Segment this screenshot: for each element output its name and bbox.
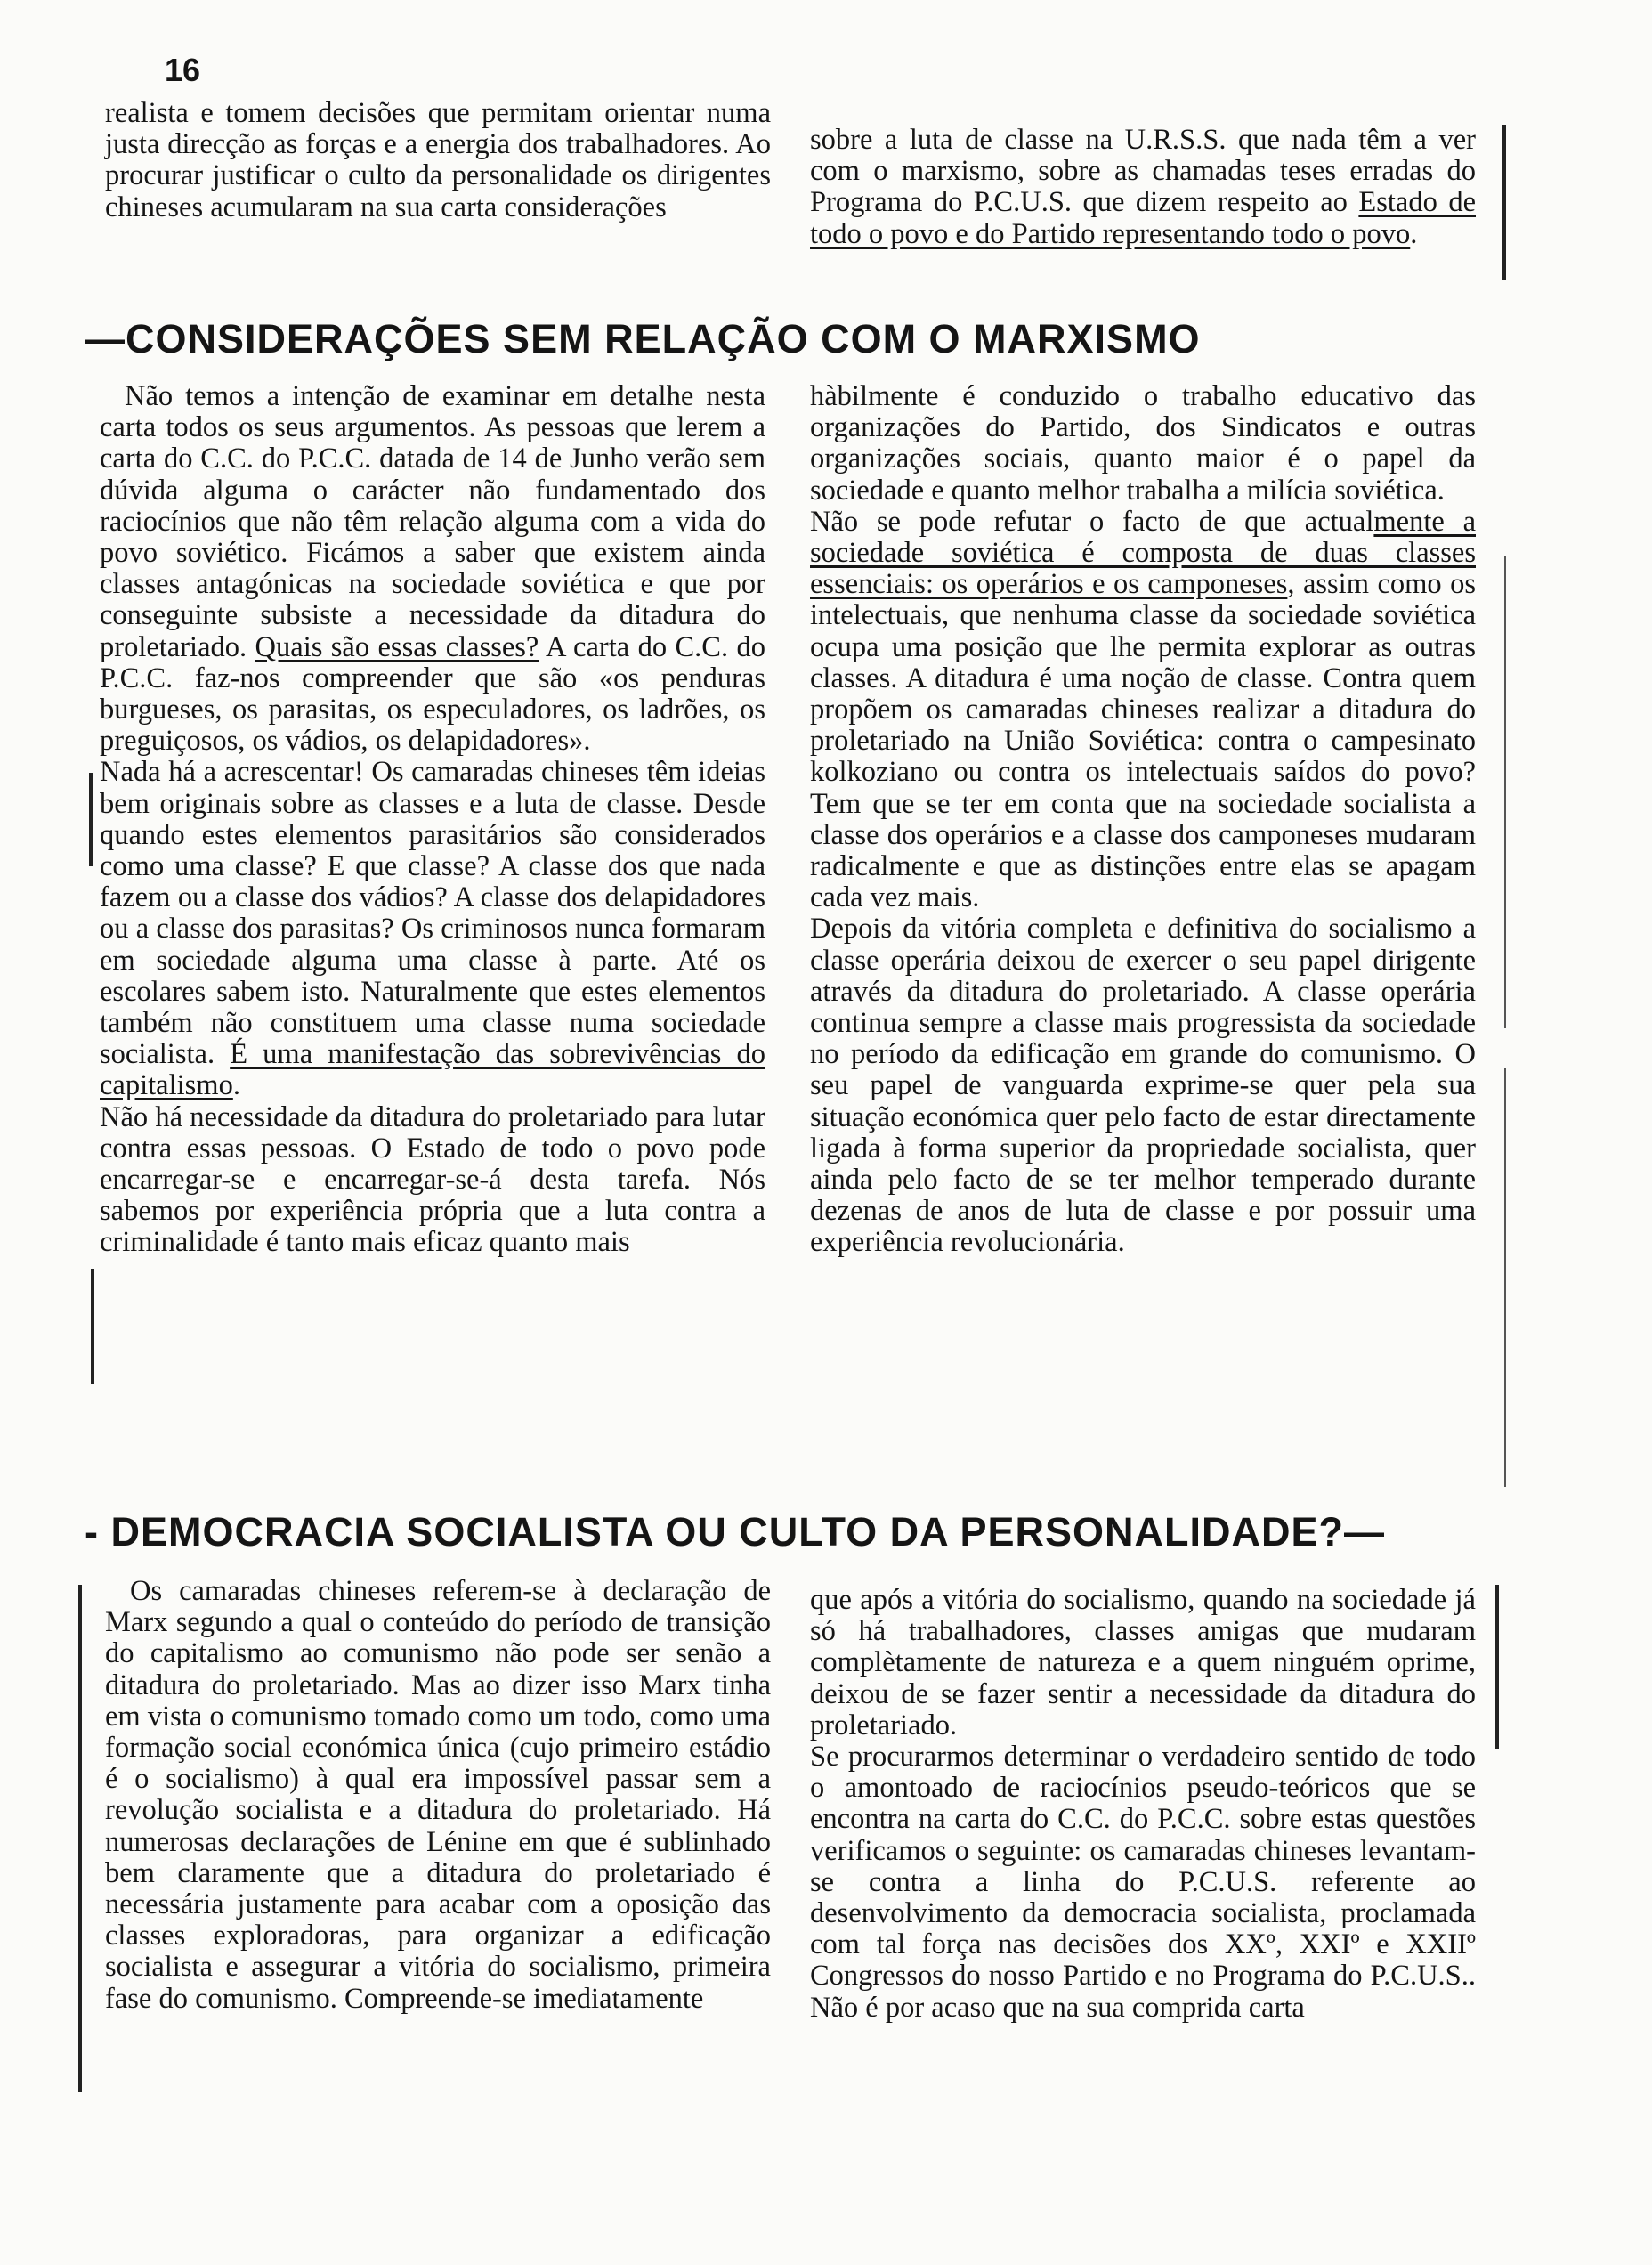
margin-mark [1502, 125, 1506, 280]
section1-right-text-a: sobre a luta de classe na U.R.S.S. que nada têm a ver com o marxismo, sobre as chamadas teses erradas do Programa do P.C.U.S. que dizem respeito ao [810, 124, 1476, 219]
section2-right-p2-text-b: , assim como os intelectuais, que nenhuma classe da sociedade soviética ocupa uma posição que lhe permita explorar as outras classes. A ditadura é uma noção de classe. Contra quem propõem os camaradas chineses realizar a ditadura do proletariado na União Soviética: contra o campesinato kolkoziano ou contra os intelectuais saídos do povo? Tem que se ter em conta que na sociedade socialista a classe dos operários e a classe dos camponeses mudaram radicalmente e que as distinções entre elas se apagam cada vez mais. [810, 568, 1476, 914]
section2-left-paragraph-2 [100, 757, 765, 1101]
section2-right-paragraph-3: Depois da vitória completa e definitiva do socialismo a classe operária deixou de exercer o seu papel dirigente através da ditadura do proletariado. A classe operária continua sempre a classe mais progressista da sociedade no período da edificação em grande do comunismo. O seu papel de vanguarda exprime-se quer pela sua situação económica quer pelo facto de estar directamente ligada à forma superior da propriedade socialista, quer ainda pelo facto de se ter melhor temperado durante dezenas de anos de luta de classe e por possuir uma experiência revolucionária. [810, 913, 1476, 1259]
section3-left-paragraph: Os camaradas chineses referem-se à declaração de Marx segundo a qual o conteúdo do período de transição do capitalismo ao comunismo não pode ser senão a ditadura do proletariado. Mas ao dizer isso Marx tinha em vista o comunismo tomado como um todo, como uma formação social económica única (cujo primeiro estádio é o socialismo) à qual era impossível passar sem a revolução socialista e a ditadura do proletariado. Há numerosas declarações de Lénine em que é sublinhado bem claramente que a ditadura do proletariado é necessária justamente para acabar com a oposição das classes exploradoras, para organizar a edificação socialista e assegurar a vitória do socialismo, primeira fase do comunismo. Compreende-se imediatamente [105, 1575, 771, 2015]
section2-left-text-b: A carta do C.C. do P.C.C. faz-nos compreender que são «os penduras burgueses, os parasitas, os especuladores, os ladrões, os preguiçosos, os vádios, os delapidadores». [100, 630, 765, 758]
margin-mark [1504, 1068, 1506, 1487]
margin-mark [91, 1269, 94, 1384]
section-heading-2: - DEMOCRACIA SOCIALISTA OU CULTO DA PERSONALIDADE?— [85, 1509, 1385, 1555]
section3-right-column [810, 1585, 1476, 2024]
section-heading-1: —CONSIDERAÇÕES SEM RELAÇÃO COM O MARXISMO [85, 316, 1201, 361]
section3-right-paragraph-2: Se procurarmos determinar o verdadeiro sentido de todo o amontoado de raciocínios pseudo-teóricos que se encontra na carta do C.C. do P.C.C. sobre estas questões verificamos o seguinte: os camaradas chineses levantam-se contra a linha do P.C.U.S. referente ao desenvolvimento da democracia socialista, proclamada com tal força nas decisões dos XXº, XXIº e XXIIº Congressos do nosso Partido e no Programa do P.C.U.S.. Não é por acaso que na sua comprida carta [810, 1741, 1476, 2024]
section2-left-p2-underlined: É uma manifestação das sobrevivências do capitalismo [100, 1038, 765, 1102]
margin-mark [78, 1585, 82, 2092]
section2-right-paragraph-1: hàbilmente é conduzido o trabalho educativo das organizações do Partido, dos Sindicatos e outras organizações sociais, quanto maior é o papel da sociedade e quanto melhor trabalha a milícia soviética. [810, 380, 1476, 507]
section1-right-column [810, 125, 1476, 250]
section2-left-text-a: Não temos a intenção de examinar em detalhe nesta carta todos os seus argumentos. As pessoas que lerem a carta do C.C. do P.C.C. datada de 14 de Junho verão sem dúvida alguma o carácter não fundamentado dos raciocínios que não têm relação alguma com a vida do povo soviético. Ficámos a saber que existem ainda classes antagónicas na sociedade soviética e que por conseguinte subsiste a necessidade da ditadura do proletariado. [100, 380, 765, 663]
section2-right-p2-text-a: Não se pode refutar o facto de que actual [810, 505, 1374, 538]
section2-left-p2-text-b: . [232, 1069, 240, 1102]
section2-left-paragraph-1 [100, 381, 765, 757]
section2-left-paragraph-3: Não há necessidade da ditadura do proletariado para lutar contra essas pessoas. O Estado de todo o povo pode encarregar-se e encarregar-se-á desta tarefa. Nós sabemos por experiência própria que a luta contra a criminalidade é tanto mais eficaz quanto mais [100, 1100, 765, 1259]
section2-right-p2-underlined: mente a sociedade soviética é composta de duas classes essenciais: os operários e os camponeses [810, 505, 1476, 601]
margin-mark [1504, 556, 1506, 1028]
section1-right-paragraph [810, 125, 1476, 250]
section1-left-paragraph: realista e tomem decisões que permitam orientar numa justa direcção as forças e a energia dos trabalhadores. Ao procurar justificar o culto da personalidade os dirigentes chineses acumularam na sua carta considerações [105, 97, 771, 223]
section2-left-p2-text-a: Nada há a acrescentar! Os camaradas chineses têm ideias bem originais sobre as classes e a luta de classe. Desde quando estes elementos parasitários são considerados como uma classe? E que classe? A classe dos que nada fazem ou a classe dos vádios? A classe dos delapidadores ou a classe dos parasitas? Os criminosos nunca formaram em sociedade alguma uma classe à parte. Até os escolares sabem isto. Naturalmente que estes elementos também não constituem uma classe numa sociedade socialista. [100, 756, 765, 1071]
section1-right-text-b: . [1410, 217, 1418, 250]
section2-right-paragraph-2 [810, 507, 1476, 914]
page-number: 16 [165, 52, 201, 88]
margin-mark [1495, 1585, 1499, 1749]
section3-left-column [105, 1576, 771, 2015]
section1-right-underlined: Estado de todo o povo e do Partido representando todo o povo [810, 186, 1476, 250]
section1-left-column [105, 98, 771, 223]
section3-right-paragraph-1: que após a vitória do socialismo, quando na sociedade já só há trabalhadores, classes amigas que mudaram complètamente de natureza e a quem ninguém oprime, deixou de se fazer sentir a necessidade da ditadura do proletariado. [810, 1584, 1476, 1741]
section2-left-column [100, 381, 765, 1259]
margin-mark [89, 773, 93, 866]
section2-left-underlined-question: Quais são essas classes? [255, 630, 539, 663]
section2-right-column [810, 381, 1476, 1259]
